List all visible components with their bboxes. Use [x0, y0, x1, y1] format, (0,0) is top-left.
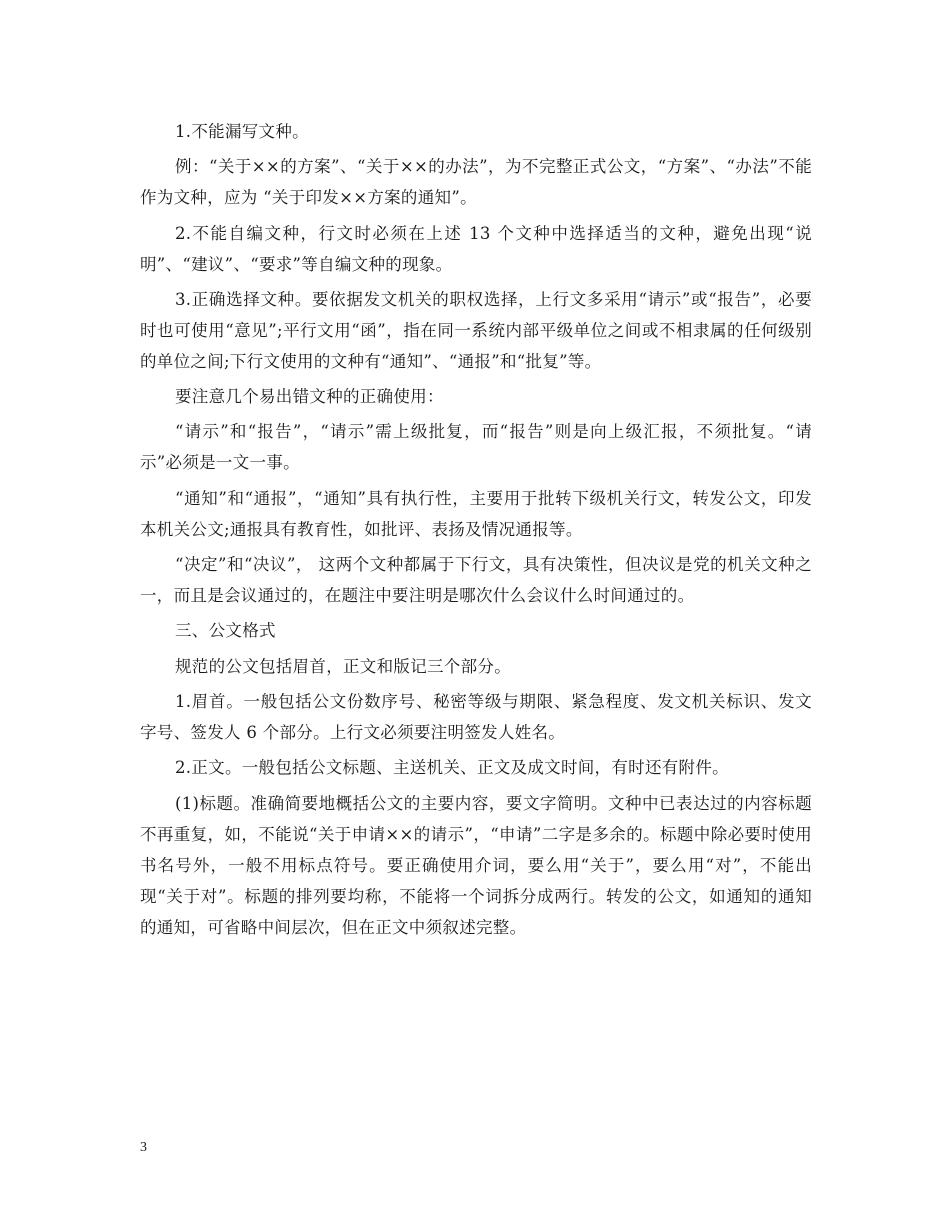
section-heading-format: 三、公文格式	[175, 621, 276, 641]
paragraph-body-part: 2.正文。一般包括公文标题、主送机关、正文及成文时间，有时还有附件。	[175, 758, 729, 778]
paragraph-note-intro: 要注意几个易出错文种的正确使用：	[175, 387, 444, 407]
paragraph-item-1: 1.不能漏写文种。	[175, 122, 309, 141]
paragraph-request-report: “请示”和“报告”，“请示”需上级批复，而“报告”则是向上级汇报，不须批复。“请示”必须是一文一事。	[140, 422, 812, 473]
paragraph-format-overview: 规范的公文包括眉首，正文和版记三个部分。	[175, 656, 511, 676]
paragraph-notice-bulletin: “通知”和“通报”，“通知”具有执行性，主要用于批转下级机关行文，转发公文，印发本机关公文;通报具有教育性，如批评、表扬及情况通报等。	[140, 488, 812, 539]
paragraph-header-part: 1.眉首。一般包括公文份数序号、秘密等级与期限、紧急程度、发文机关标识、发文字号、签发人 6 个部分。上行文必须要注明签发人姓名。	[140, 691, 812, 742]
paragraph-example-1: 例：“关于××的方案”、“关于××的办法”，为不完整正式公文，“方案”、“办法”不能作为文种，应为 “关于印发××方案的通知”。	[140, 157, 812, 208]
paragraph-item-2: 2.不能自编文种，行文时必须在上述 13 个文种中选择适当的文种，避免出现“说明”、“建议”、“要求”等自编文种的现象。	[140, 223, 812, 274]
document-body	[140, 116, 812, 947]
paragraph-decision-resolution: “决定”和“决议”， 这两个文种都属于下行文，具有决策性，但决议是党的机关文种之一，而且是会议通过的，在题注中要注明是哪次什么会议什么时间通过的。	[140, 555, 812, 606]
page-number: 3	[140, 1140, 147, 1155]
paragraph-title-rules: (1)标题。准确简要地概括公文的主要内容，要文字简明。文种中已表达过的内容标题不再重复，如，不能说“关于申请××的请示”，“申请”二字是多余的。标题中除必要时使用书名号外，一般不用标点符号。要正确使用介词，要么用“关于”，要么用“对”，不能出现“关于对”。标题的排列要均称，不能将一个词拆分成两行。转发的公文，如通知的通知的通知，可省略中间层次，但在正文中须叙述完整。	[140, 793, 812, 937]
paragraph-item-3: 3.正确选择文种。要依据发文机关的职权选择，上行文多采用“请示”或“报告”，必要时也可使用“意见”;平行文用“函”，指在同一系统内部平级单位之间或不相隶属的任何级别的单位之间;下行文使用的文种有“通知”、“通报”和“批复”等。	[140, 289, 812, 371]
